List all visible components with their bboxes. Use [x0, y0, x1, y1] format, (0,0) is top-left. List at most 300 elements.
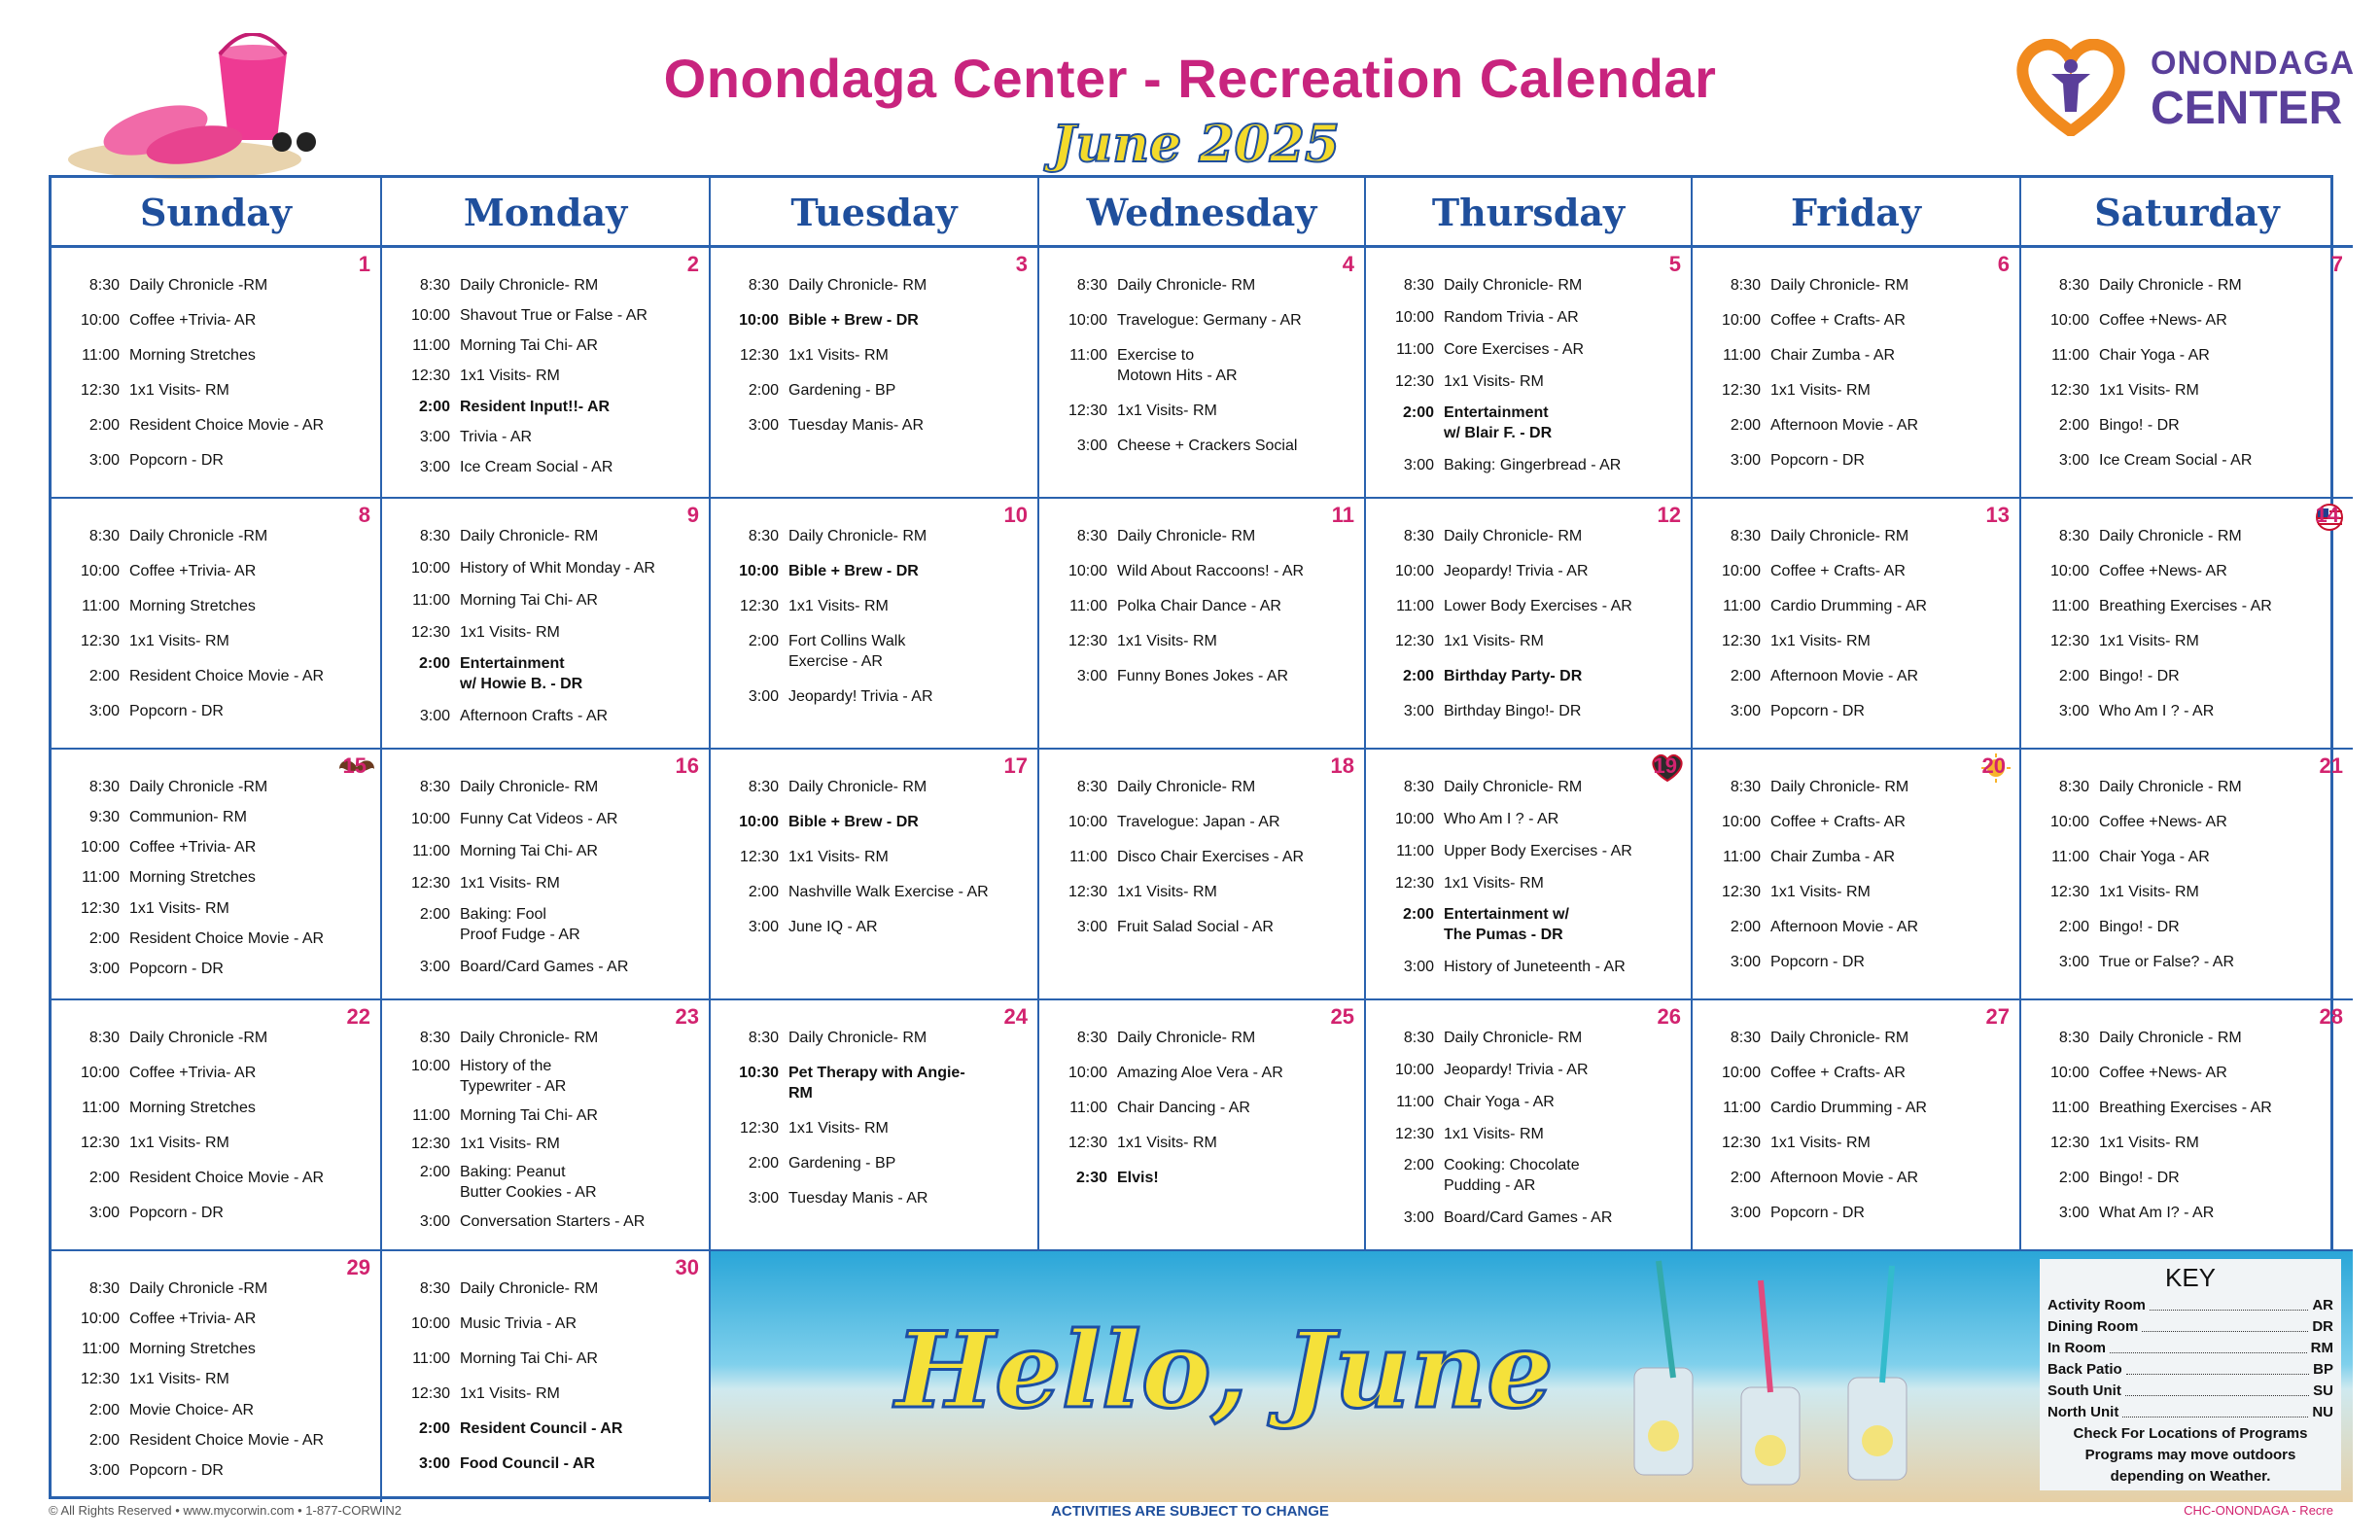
activity-time: 2:00 — [88, 417, 120, 434]
activity-name: Baking: Gingerbread - AR — [1444, 457, 1622, 474]
footer-notice: ACTIVITIES ARE SUBJECT TO CHANGE — [1051, 1503, 1329, 1520]
activity-name: Daily Chronicle -RM — [129, 1030, 268, 1046]
activity-name: Elvis! — [1117, 1170, 1159, 1186]
activity-name: Coffee + Crafts- AR — [1770, 1065, 1906, 1081]
activity-time: 8:30 — [1076, 779, 1107, 795]
activity-name: Resident Choice Movie - AR — [129, 417, 325, 434]
activity-name: Travelogue: Japan - AR — [1117, 814, 1280, 830]
activity-time: 10:00 — [410, 810, 450, 827]
activity-time: 10:00 — [739, 312, 779, 329]
activity-name: Daily Chronicle - RM — [2099, 528, 2242, 544]
activity-time: 12:30 — [410, 368, 450, 385]
hello-june-text: Hello, June — [895, 1310, 1554, 1432]
activity-name: Upper Body Exercises - AR — [1444, 842, 1632, 859]
key-location: In Room — [2048, 1340, 2106, 1356]
activity-time: 11:00 — [1723, 849, 1761, 865]
activity-time: 8:30 — [1403, 277, 1434, 294]
activity-name: Daily Chronicle- RM — [460, 277, 599, 294]
activity-time: 2:00 — [1402, 404, 1434, 422]
activity-time: 11:00 — [1396, 598, 1434, 614]
activity-name: 1x1 Visits- RM — [788, 598, 889, 614]
activity-time: 12:30 — [2049, 633, 2089, 649]
activity-time: 2:00 — [88, 668, 120, 684]
day-cell — [1366, 750, 1693, 1000]
activity-name: Baking: Peanut Butter Cookies - AR — [460, 1164, 597, 1202]
activity-time: 10:00 — [1721, 563, 1761, 579]
day-number: 19 — [1653, 753, 1677, 778]
activity-time: 10:00 — [1068, 814, 1107, 830]
activity-time: 12:30 — [1394, 633, 1434, 649]
activity-time: 12:30 — [410, 623, 450, 641]
activity-time: 10:00 — [80, 1311, 120, 1328]
activity-time: 8:30 — [748, 528, 779, 544]
activity-time: 12:30 — [2049, 884, 2089, 900]
activity-name: Afternoon Movie - AR — [1770, 417, 1919, 434]
activity-time: 8:30 — [748, 779, 779, 795]
activity-name: Jeopardy! Trivia - AR — [1444, 1061, 1589, 1078]
activity-time: 3:00 — [748, 919, 779, 935]
day-cell — [711, 499, 1039, 750]
activity-time: 2:00 — [1730, 1170, 1761, 1186]
day-number: 15 — [342, 753, 367, 778]
activity-name: Coffee +Trivia- AR — [129, 1065, 257, 1081]
day-number: 29 — [346, 1255, 370, 1279]
activity-name: June IQ - AR — [788, 919, 878, 935]
activity-time: 12:30 — [410, 1385, 450, 1402]
activity-name: Popcorn - DR — [1770, 1205, 1865, 1221]
activity-name: Daily Chronicle- RM — [1770, 1030, 1909, 1046]
activity-name: Daily Chronicle- RM — [460, 779, 599, 795]
day-number: 28 — [2319, 1004, 2343, 1029]
activity-name: Popcorn - DR — [129, 960, 224, 977]
day-number: 8 — [358, 503, 370, 527]
activity-time: 12:30 — [739, 347, 779, 364]
activity-name: Resident Input!!- AR — [460, 398, 611, 415]
activity-name: Resident Council - AR — [460, 1420, 623, 1437]
activity-time: 12:30 — [1394, 874, 1434, 892]
activity-name: Daily Chronicle- RM — [1444, 528, 1583, 544]
activity-time: 8:30 — [748, 1030, 779, 1046]
footer-copyright: © All Rights Reserved • www.mycorwin.com • 1-877-CORWIN2 — [49, 1503, 402, 1518]
activity-time: 12:30 — [1394, 372, 1434, 390]
activity-time: 3:00 — [748, 1190, 779, 1207]
activity-time: 8:30 — [1403, 1030, 1434, 1046]
activity-time: 3:00 — [419, 1212, 450, 1230]
activity-name: Food Council - AR — [460, 1455, 595, 1472]
activity-time: 12:30 — [2049, 1135, 2089, 1151]
page-title: Onondaga Center - Recreation Calendar — [663, 48, 1717, 109]
day-number: 11 — [1331, 503, 1354, 527]
activity-time: 11:00 — [82, 347, 120, 364]
activity-name: Resident Choice Movie - AR — [129, 1431, 325, 1449]
activity-time: 12:30 — [80, 1371, 120, 1388]
activity-time: 11:00 — [412, 1350, 450, 1367]
activity-time: 12:30 — [739, 598, 779, 614]
activity-name: Morning Tai Chi- AR — [460, 337, 598, 355]
activity-name: 1x1 Visits- RM — [460, 1136, 560, 1152]
activity-name: 1x1 Visits- RM — [1770, 1135, 1871, 1151]
key-code: DR — [2312, 1318, 2333, 1335]
activity-name: Exercise to Motown Hits - AR — [1117, 347, 1238, 384]
activity-name: Bingo! - DR — [2099, 1170, 2180, 1186]
day-cell — [382, 1000, 711, 1251]
activity-name: 1x1 Visits- RM — [460, 874, 560, 892]
activity-time: 10:00 — [739, 814, 779, 830]
activity-time: 3:00 — [419, 959, 450, 976]
activity-time: 3:00 — [419, 708, 450, 725]
day-cell — [1693, 248, 2021, 499]
activity-time: 10:00 — [1394, 563, 1434, 579]
activity-name: Morning Stretches — [129, 1100, 256, 1116]
activity-name: 1x1 Visits- RM — [129, 382, 229, 399]
activity-name: 1x1 Visits- RM — [2099, 1135, 2199, 1151]
key-leader — [2126, 1359, 2309, 1375]
key-code: SU — [2313, 1382, 2333, 1399]
activity-name: 1x1 Visits- RM — [129, 1371, 229, 1388]
activity-time: 8:30 — [88, 1030, 120, 1046]
activity-time: 2:00 — [748, 633, 779, 649]
activity-name: Breathing Exercises - AR — [2099, 598, 2272, 614]
activity-time: 11:00 — [2051, 1100, 2089, 1116]
activity-name: 1x1 Visits- RM — [1117, 1135, 1217, 1151]
activity-time: 12:30 — [1068, 1135, 1107, 1151]
activity-name: Bingo! - DR — [2099, 417, 2180, 434]
activity-name: Coffee + Crafts- AR — [1770, 563, 1906, 579]
key-code: RM — [2310, 1340, 2333, 1356]
key-row — [2048, 1359, 2333, 1381]
activity-name: 1x1 Visits- RM — [1444, 1125, 1544, 1142]
activity-time: 3:00 — [419, 428, 450, 445]
activity-name: 1x1 Visits- RM — [1444, 633, 1544, 649]
activity-name: Resident Choice Movie - AR — [129, 929, 325, 947]
activity-time: 3:00 — [1730, 452, 1761, 469]
activity-time: 3:00 — [1076, 668, 1107, 684]
activity-time: 8:30 — [2058, 1030, 2089, 1046]
activity-name: Daily Chronicle - RM — [2099, 779, 2242, 795]
activity-time: 2:00 — [1730, 417, 1761, 434]
activity-time: 11:00 — [1069, 1100, 1107, 1116]
activity-name: Fruit Salad Social - AR — [1117, 919, 1274, 935]
activity-name: Who Am I ? - AR — [2099, 703, 2215, 719]
activity-time: 3:00 — [1730, 954, 1761, 970]
day-number: 2 — [686, 252, 699, 276]
activity-name: Daily Chronicle- RM — [1117, 528, 1256, 544]
activity-time: 2:00 — [88, 1170, 120, 1186]
activity-time: 2:00 — [419, 906, 450, 924]
day-number: 26 — [1657, 1004, 1681, 1029]
activity-name: Coffee +News- AR — [2099, 1065, 2227, 1081]
activity-time: 12:30 — [739, 1120, 779, 1137]
activity-time: 8:30 — [1076, 277, 1107, 294]
activity-time: 10:00 — [2049, 563, 2089, 579]
day-number: 6 — [1997, 252, 2010, 276]
key-code: AR — [2312, 1297, 2333, 1313]
activity-name: Daily Chronicle- RM — [460, 1030, 599, 1046]
day-cell — [1039, 499, 1366, 750]
activity-name: Tuesday Manis - AR — [788, 1190, 928, 1207]
activity-time: 12:30 — [1068, 884, 1107, 900]
key-row — [2048, 1381, 2333, 1402]
activity-time: 2:00 — [88, 1401, 120, 1418]
activity-name: Daily Chronicle - RM — [2099, 1030, 2242, 1046]
activity-name: 1x1 Visits- RM — [1770, 633, 1871, 649]
day-number: 4 — [1342, 252, 1354, 276]
day-header-monday: Monday — [382, 178, 711, 248]
day-cell — [1693, 1000, 2021, 1251]
activity-time: 3:00 — [88, 1461, 120, 1479]
key-row — [2048, 1338, 2333, 1359]
activity-time: 8:30 — [88, 277, 120, 294]
activity-time: 2:00 — [418, 655, 450, 673]
activity-time: 12:30 — [2049, 382, 2089, 399]
activity-time: 11:00 — [412, 1106, 450, 1124]
activity-time: 10:00 — [1068, 1065, 1107, 1081]
activity-name: Popcorn - DR — [1770, 703, 1865, 719]
activity-name: 1x1 Visits- RM — [129, 633, 229, 649]
activity-name: Afternoon Movie - AR — [1770, 1170, 1919, 1186]
activity-name: Bible + Brew - DR — [788, 312, 919, 329]
activity-name: Daily Chronicle- RM — [1444, 1030, 1583, 1046]
activity-name: 1x1 Visits- RM — [1770, 382, 1871, 399]
activity-time: 8:30 — [1403, 779, 1434, 795]
activity-time: 8:30 — [1730, 779, 1761, 795]
activity-time: 8:30 — [1730, 528, 1761, 544]
activity-time: 11:00 — [1723, 347, 1761, 364]
activity-name: Popcorn - DR — [1770, 452, 1865, 469]
activity-time: 10:00 — [410, 1315, 450, 1332]
activity-name: Daily Chronicle- RM — [1770, 528, 1909, 544]
activity-name: Daily Chronicle- RM — [1117, 1030, 1256, 1046]
day-cell — [1039, 248, 1366, 499]
activity-name: Bingo! - DR — [2099, 668, 2180, 684]
activity-time: 10:00 — [1394, 810, 1434, 827]
onondaga-center-logo — [2012, 39, 2356, 136]
activity-time: 10:30 — [739, 1065, 779, 1081]
activity-name: Movie Choice- AR — [129, 1401, 255, 1418]
activity-time: 2:00 — [748, 382, 779, 399]
activity-name: Cheese + Crackers Social — [1117, 438, 1298, 454]
day-number: 14 — [2315, 503, 2339, 527]
activity-time: 8:30 — [2058, 277, 2089, 294]
activity-time: 11:00 — [1069, 347, 1107, 364]
activity-time: 2:00 — [88, 929, 120, 947]
day-number: 16 — [675, 753, 699, 778]
activity-time: 8:30 — [88, 1280, 120, 1297]
activity-time: 10:00 — [80, 312, 120, 329]
activity-time: 10:00 — [80, 563, 120, 579]
activity-time: 12:30 — [80, 382, 120, 399]
location-key — [2040, 1259, 2341, 1490]
activity-time: 3:00 — [2058, 954, 2089, 970]
activity-time: 3:00 — [1076, 438, 1107, 454]
activity-time: 11:00 — [2051, 347, 2089, 364]
activity-time: 2:00 — [419, 1164, 450, 1181]
day-header-saturday: Saturday — [2021, 178, 2353, 248]
key-location: Back Patio — [2048, 1361, 2122, 1378]
activity-time: 2:00 — [748, 1155, 779, 1172]
key-note: Check For Locations of Programs Programs may move outdoors depending on Weather. — [2073, 1425, 2308, 1485]
key-leader — [2125, 1381, 2309, 1396]
activity-name: Morning Stretches — [129, 869, 256, 887]
day-cell — [1366, 1000, 1693, 1251]
activity-name: Entertainment w/ Blair F. - DR — [1444, 404, 1553, 442]
activity-name: Cooking: Chocolate Pudding - AR — [1444, 1157, 1580, 1195]
activity-time: 9:30 — [88, 809, 120, 826]
activity-name: Pet Therapy with Angie- RM — [788, 1065, 965, 1102]
day-number: 21 — [2319, 753, 2343, 778]
activity-name: Morning Tai Chi- AR — [460, 842, 598, 859]
key-location: Activity Room — [2048, 1297, 2146, 1313]
activity-name: Chair Zumba - AR — [1770, 849, 1896, 865]
key-row — [2048, 1402, 2333, 1423]
activity-time: 2:00 — [2058, 668, 2089, 684]
activity-time: 3:00 — [748, 688, 779, 705]
activity-name: Entertainment w/ The Pumas - DR — [1444, 906, 1569, 944]
activity-time: 8:30 — [419, 779, 450, 795]
activity-name: Popcorn - DR — [129, 1461, 224, 1479]
activity-name: 1x1 Visits- RM — [1117, 884, 1217, 900]
activity-name: Daily Chronicle- RM — [1444, 779, 1583, 795]
activity-name: Travelogue: Germany - AR — [1117, 312, 1302, 329]
day-number: 30 — [675, 1255, 699, 1279]
activity-name: Morning Tai Chi- AR — [460, 591, 598, 609]
day-number: 20 — [1981, 753, 2006, 778]
day-number: 18 — [1330, 753, 1354, 778]
key-row — [2048, 1316, 2333, 1338]
activity-name: Polka Chair Dance - AR — [1117, 598, 1281, 614]
day-header-friday: Friday — [1693, 178, 2021, 248]
activity-name: Coffee + Crafts- AR — [1770, 814, 1906, 830]
activity-time: 10:00 — [1394, 1061, 1434, 1078]
activity-name: Daily Chronicle -RM — [129, 528, 268, 544]
activity-name: Gardening - BP — [788, 382, 896, 399]
activity-name: 1x1 Visits- RM — [1770, 884, 1871, 900]
activity-name: Funny Cat Videos - AR — [460, 810, 618, 827]
activity-time: 2:00 — [1403, 1157, 1434, 1174]
activity-time: 3:00 — [1403, 959, 1434, 976]
activity-name: Jeopardy! Trivia - AR — [1444, 563, 1589, 579]
activity-name: What Am I? - AR — [2099, 1205, 2215, 1221]
key-leader — [2110, 1338, 2307, 1353]
activity-name: Amazing Aloe Vera - AR — [1117, 1065, 1283, 1081]
activity-name: Breathing Exercises - AR — [2099, 1100, 2272, 1116]
activity-name: History of the Typewriter - AR — [460, 1058, 567, 1096]
activity-name: 1x1 Visits- RM — [1444, 874, 1544, 892]
activity-name: Board/Card Games - AR — [460, 959, 629, 976]
activity-name: 1x1 Visits- RM — [129, 1135, 229, 1151]
activity-time: 8:30 — [419, 277, 450, 294]
day-cell — [1039, 750, 1366, 1000]
activity-time: 2:00 — [1402, 668, 1434, 684]
activity-time: 11:00 — [82, 869, 120, 887]
activity-time: 3:00 — [2058, 1205, 2089, 1221]
day-cell — [2021, 750, 2353, 1000]
activity-time: 8:30 — [2058, 528, 2089, 544]
activity-name: Popcorn - DR — [129, 1205, 224, 1221]
activity-name: Chair Yoga - AR — [2099, 347, 2210, 364]
activity-time: 2:00 — [2058, 417, 2089, 434]
day-cell — [52, 499, 382, 750]
activity-time: 8:30 — [1730, 1030, 1761, 1046]
activity-time: 3:00 — [88, 703, 120, 719]
activity-name: Disco Chair Exercises - AR — [1117, 849, 1305, 865]
activity-time: 8:30 — [748, 277, 779, 294]
activity-time: 10:00 — [2049, 814, 2089, 830]
day-cell — [711, 1000, 1039, 1251]
activity-time: 10:00 — [2049, 312, 2089, 329]
activity-time: 2:00 — [748, 884, 779, 900]
activity-time: 8:30 — [1403, 528, 1434, 544]
day-number: 12 — [1657, 503, 1681, 527]
activity-name: Coffee +Trivia- AR — [129, 312, 257, 329]
activity-time: 12:30 — [1721, 884, 1761, 900]
day-cell — [382, 248, 711, 499]
activity-time: 8:30 — [419, 528, 450, 544]
activity-name: Lower Body Exercises - AR — [1444, 598, 1632, 614]
day-number: 10 — [1003, 503, 1028, 527]
activity-name: Gardening - BP — [788, 1155, 896, 1172]
hello-june-banner — [711, 1251, 2353, 1502]
activity-time: 12:30 — [1721, 1135, 1761, 1151]
activity-name: 1x1 Visits- RM — [460, 1385, 560, 1402]
day-number: 13 — [1985, 503, 2010, 527]
key-code: NU — [2312, 1404, 2333, 1420]
day-cell — [1366, 499, 1693, 750]
activity-time: 3:00 — [1076, 919, 1107, 935]
activity-time: 12:30 — [1394, 1125, 1434, 1142]
activity-name: Coffee +Trivia- AR — [129, 563, 257, 579]
activity-name: Bingo! - DR — [2099, 919, 2180, 935]
activity-time: 11:00 — [1069, 849, 1107, 865]
activity-time: 2:00 — [418, 1420, 450, 1437]
activity-name: Music Trivia - AR — [460, 1315, 578, 1332]
activity-name: 1x1 Visits- RM — [129, 899, 229, 917]
activity-time: 10:00 — [1721, 814, 1761, 830]
activity-name: Daily Chronicle -RM — [129, 277, 268, 294]
activity-time: 2:00 — [2058, 1170, 2089, 1186]
month-label: June 2025 — [1051, 115, 1341, 174]
activity-name: 1x1 Visits- RM — [1117, 633, 1217, 649]
activity-name: Popcorn - DR — [129, 703, 224, 719]
activity-name: 1x1 Visits- RM — [460, 623, 560, 641]
activity-name: 1x1 Visits- RM — [1444, 372, 1544, 390]
day-number: 24 — [1003, 1004, 1028, 1029]
activity-name: Daily Chronicle- RM — [460, 528, 599, 544]
activity-time: 11:00 — [412, 591, 450, 609]
key-code: BP — [2313, 1361, 2333, 1378]
activity-name: History of Juneteenth - AR — [1444, 959, 1626, 976]
activity-time: 12:30 — [1721, 382, 1761, 399]
activity-name: Cardio Drumming - AR — [1770, 598, 1927, 614]
activity-time: 2:00 — [88, 1431, 120, 1449]
day-number: 3 — [1015, 252, 1028, 276]
activity-time: 11:00 — [1723, 1100, 1761, 1116]
activity-name: Trivia - AR — [460, 428, 533, 445]
activity-name: Daily Chronicle- RM — [1117, 277, 1256, 294]
key-leader — [2122, 1402, 2308, 1418]
activity-time: 12:30 — [739, 849, 779, 865]
activity-name: Afternoon Crafts - AR — [460, 708, 609, 725]
activity-time: 10:00 — [410, 559, 450, 577]
activity-name: Morning Tai Chi- AR — [460, 1106, 598, 1124]
activity-time: 8:30 — [2058, 779, 2089, 795]
activity-time: 2:30 — [1075, 1170, 1107, 1186]
activity-time: 11:00 — [1396, 1093, 1434, 1110]
activity-time: 3:00 — [748, 417, 779, 434]
activity-name: Birthday Party- DR — [1444, 668, 1583, 684]
key-leader — [2150, 1295, 2308, 1311]
activity-name: 1x1 Visits- RM — [2099, 633, 2199, 649]
